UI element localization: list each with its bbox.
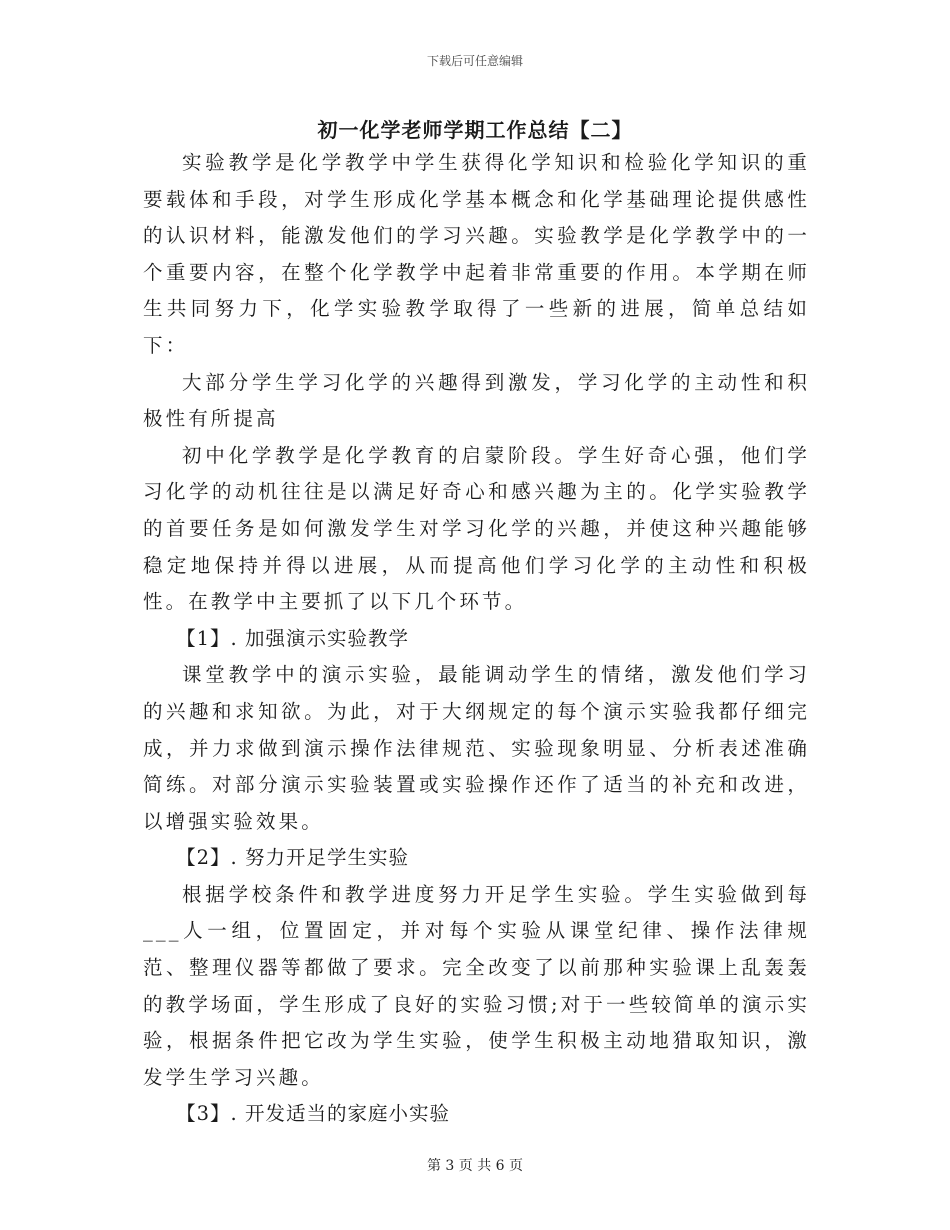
document-body xyxy=(143,145,810,1133)
body-paragraph: 大部分学生学习化学的兴趣得到激发，学习化学的主动性和积极性有所提高 xyxy=(143,370,810,431)
page-number-footer: 第 3 页 共 6 页 xyxy=(426,1158,524,1174)
body-paragraph: 实验教学是化学教学中学生获得化学知识和检验化学知识的重要载体和手段，对学生形成化学基本概念和化学基础理论提供感性的认识材料，能激发他们的学习兴趣。实验教学是化学教学中的一个重要内容，在整个化学教学中起着非常重要的作用。本学期在师生共同努力下，化学实验教学取得了一些新的进展，简单总结如下： xyxy=(143,151,810,357)
section-heading: 【2】. 努力开足学生实验 xyxy=(176,846,409,870)
header-note: 下载后可任意编辑 xyxy=(426,54,523,68)
document-title: 初一化学老师学期工作总结【二】 xyxy=(317,118,633,142)
body-paragraph: 初中化学教学是化学教育的启蒙阶段。学生好奇心强，他们学习化学的动机往往是以满足好奇心和感兴趣为主的。化学实验教学的首要任务是如何激发学生对学习化学的兴趣，并使这种兴趣能够稳定地保持并得以进展，从而提高他们学习化学的主动性和积极性。在教学中主要抓了以下几个环节。 xyxy=(143,443,810,614)
body-paragraph: 根据学校条件和教学进度努力开足学生实验。学生实验做到每___人一组，位置固定，并对每个实验从课堂纪律、操作法律规范、整理仪器等都做了要求。完全改变了以前那种实验课上乱轰轰的教学场面，学生形成了良好的实验习惯;对于一些较简单的演示实验，根据条件把它改为学生实验，使学生积极主动地猎取知识，激发学生学习兴趣。 xyxy=(143,882,810,1089)
section-heading: 【3】. 开发适当的家庭小实验 xyxy=(176,1102,450,1126)
section-heading: 【1】. 加强演示实验教学 xyxy=(176,626,409,650)
body-paragraph: 课堂教学中的演示实验，最能调动学生的情绪，激发他们学习的兴趣和求知欲。为此，对于大纲规定的每个演示实验我都仔细完成，并力求做到演示操作法律规范、实验现象明显、分析表述准确简练。对部分演示实验装置或实验操作还作了适当的补充和改进，以增强实验效果。 xyxy=(143,663,810,833)
